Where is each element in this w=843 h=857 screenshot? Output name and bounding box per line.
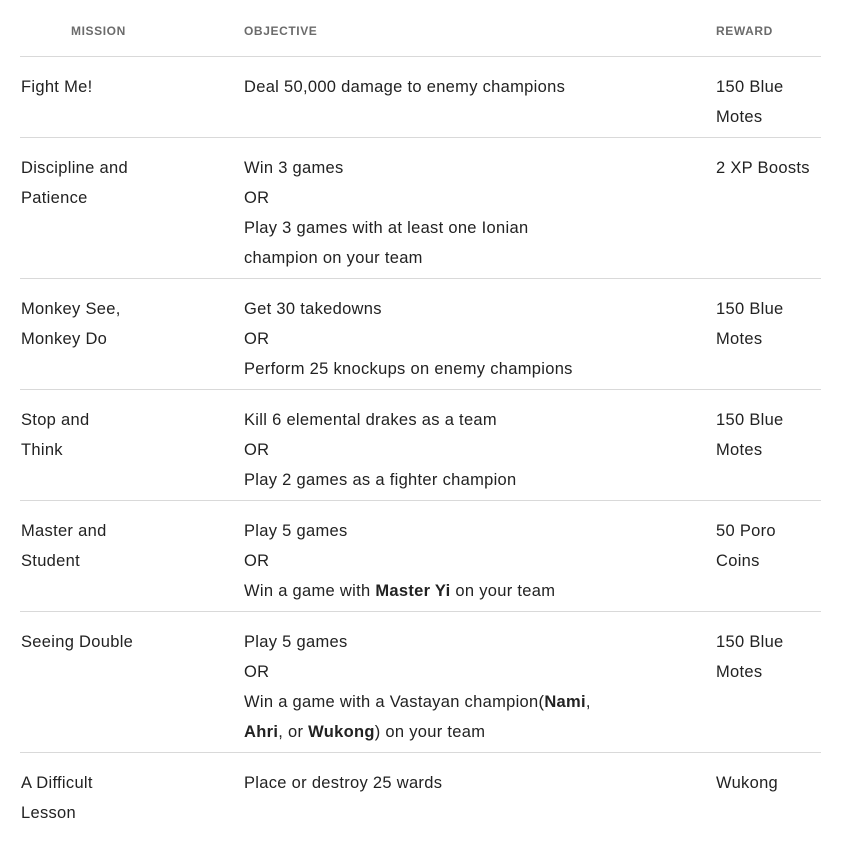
reward-text: 2 XP Boosts xyxy=(716,159,810,177)
champion-name: Master Yi xyxy=(375,582,451,600)
objective-cell xyxy=(244,294,714,384)
mission-name: A Difficult xyxy=(21,774,93,792)
objective-text: OR xyxy=(244,441,270,459)
objective-text: Win 3 games xyxy=(244,159,344,177)
objective-text: OR xyxy=(244,330,270,348)
champion-name: Ahri xyxy=(244,723,279,741)
objective-cell xyxy=(244,627,714,747)
mission-name: Seeing Double xyxy=(21,633,134,651)
reward-text: Wukong xyxy=(716,774,779,792)
champion-name: Nami xyxy=(544,693,586,711)
mission-name: Think xyxy=(21,441,63,459)
header-mission: MISSION xyxy=(71,24,126,38)
objective-text: Kill 6 elemental drakes as a team xyxy=(244,411,497,429)
objective-rich-text xyxy=(244,717,714,747)
reward-cell xyxy=(716,153,826,183)
reward-text: Motes xyxy=(716,330,763,348)
objective-text: champion on your team xyxy=(244,249,423,267)
objective-cell xyxy=(244,72,714,102)
mission-name: Stop and xyxy=(21,411,90,429)
mission-name: Patience xyxy=(21,189,88,207)
mission-cell xyxy=(21,72,226,102)
objective-text: Place or destroy 25 wards xyxy=(244,774,443,792)
missions-table xyxy=(20,0,821,853)
table-row xyxy=(20,501,821,612)
objective-text: Play 5 games xyxy=(244,633,348,651)
header-objective: OBJECTIVE xyxy=(244,24,318,38)
table-row xyxy=(20,753,821,853)
mission-name: Monkey See, xyxy=(21,300,121,318)
reward-text: 150 Blue xyxy=(716,411,784,429)
objective-prefix: Win a game with a Vastayan champion( xyxy=(244,693,545,711)
reward-text: Motes xyxy=(716,441,763,459)
reward-text: 50 Poro xyxy=(716,522,776,540)
mission-cell xyxy=(21,516,226,576)
mission-name: Lesson xyxy=(21,804,77,822)
mission-name: Fight Me! xyxy=(21,78,93,96)
header-reward: REWARD xyxy=(716,24,773,38)
objective-suffix: ) on your team xyxy=(374,723,486,741)
objective-text: OR xyxy=(244,552,270,570)
objective-text: OR xyxy=(244,189,270,207)
separator: , or xyxy=(278,723,309,741)
table-row xyxy=(20,57,821,138)
mission-cell xyxy=(21,294,226,354)
objective-cell xyxy=(244,153,714,273)
objective-text: Play 5 games xyxy=(244,522,348,540)
reward-text: 150 Blue xyxy=(716,633,784,651)
objective-cell xyxy=(244,768,714,798)
mission-cell xyxy=(21,768,226,828)
objective-cell xyxy=(244,516,714,606)
mission-cell xyxy=(21,627,226,657)
separator: , xyxy=(585,693,591,711)
objective-text: Play 2 games as a fighter champion xyxy=(244,471,517,489)
objective-rich-text xyxy=(244,576,714,606)
reward-cell xyxy=(716,768,826,798)
reward-text: Coins xyxy=(716,552,760,570)
mission-name: Student xyxy=(21,552,80,570)
objective-text: Play 3 games with at least one Ionian xyxy=(244,219,529,237)
reward-cell xyxy=(716,627,826,687)
table-row xyxy=(20,279,821,390)
reward-text: 150 Blue xyxy=(716,300,784,318)
objective-text: Get 30 takedowns xyxy=(244,300,382,318)
table-header xyxy=(20,0,821,57)
mission-name: Discipline and xyxy=(21,159,128,177)
objective-prefix: Win a game with xyxy=(244,582,376,600)
objective-suffix: on your team xyxy=(450,582,556,600)
champion-name: Wukong xyxy=(308,723,375,741)
mission-cell xyxy=(21,153,226,213)
mission-cell xyxy=(21,405,226,465)
objective-rich-text xyxy=(244,687,714,717)
objective-cell xyxy=(244,405,714,495)
table-row xyxy=(20,138,821,279)
objective-text: Perform 25 knockups on enemy champions xyxy=(244,360,573,378)
mission-name: Master and xyxy=(21,522,107,540)
table-row xyxy=(20,612,821,753)
reward-cell xyxy=(716,516,826,576)
reward-text: 150 Blue xyxy=(716,78,784,96)
objective-text: OR xyxy=(244,663,270,681)
reward-cell xyxy=(716,405,826,465)
reward-cell xyxy=(716,294,826,354)
reward-text: Motes xyxy=(716,108,763,126)
mission-name: Monkey Do xyxy=(21,330,108,348)
objective-text: Deal 50,000 damage to enemy champions xyxy=(244,78,566,96)
table-row xyxy=(20,390,821,501)
reward-text: Motes xyxy=(716,663,763,681)
reward-cell xyxy=(716,72,826,132)
